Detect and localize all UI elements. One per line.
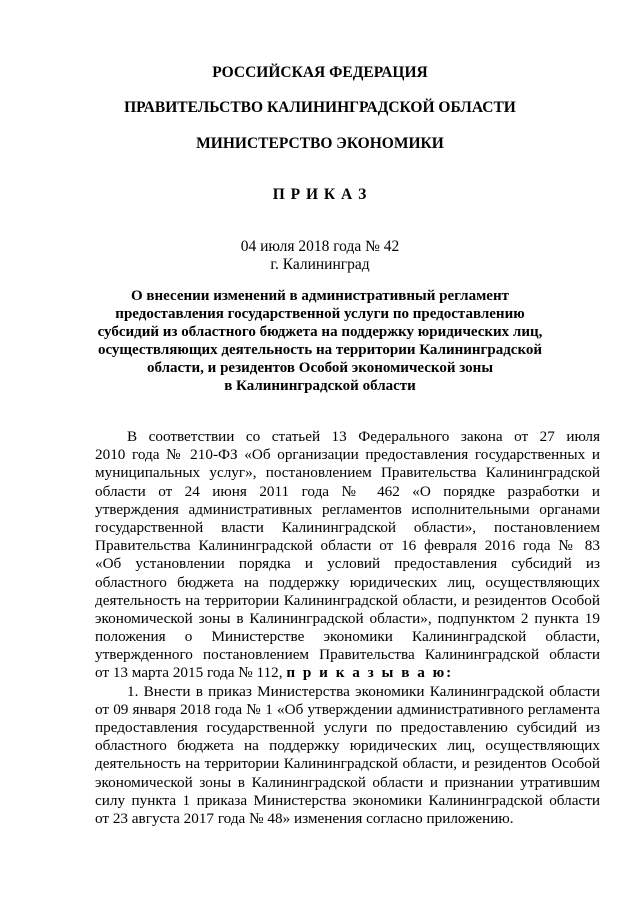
item1-line: силу пункта 1 приказа Министерства экономики Калининградской области	[95, 791, 600, 809]
item1-line: областного бюджета на поддержку юридических лиц, осуществляющих	[95, 737, 600, 755]
item1-line: экономической зоны в Калининградской области и признании утратившим	[95, 773, 600, 791]
body-line: В соответствии со статьей 13 Федерального закона от 27 июля	[127, 428, 600, 445]
item1-line: от 09 января 2018 года № 1 «Об утверждении административного регламента	[95, 700, 600, 718]
body-line: Правительства Калининградской области от 16 февраля 2016 года № 83	[95, 537, 600, 555]
body-line: области от 24 июня 2011 года № 462 «О порядке разработки и	[95, 482, 600, 500]
body-line: областного бюджета на поддержку юридических лиц, осуществляющих	[95, 573, 600, 591]
city: г. Калининград	[270, 256, 370, 273]
item1-line: предоставления государственной услуги по предоставлению субсидий из	[95, 719, 600, 736]
document-body	[95, 428, 600, 828]
title-line: О внесении изменений в административный регламент	[131, 288, 509, 304]
title-line: предоставления государственной услуги по предоставлению	[115, 306, 525, 323]
body-line-order	[95, 664, 600, 682]
item1-line: 1. Внести в приказ Министерства экономики Калининградской области	[127, 682, 600, 700]
title-line: субсидий из областного бюджета на поддержку юридических лиц,	[97, 324, 543, 341]
title-line: осуществляющих деятельность на территории Калининградской	[97, 342, 543, 359]
body-line: деятельность на территории Калининградской области, и резидентов Особой	[95, 591, 600, 609]
doc-type: П Р И К А З	[272, 186, 368, 203]
header-government: ПРАВИТЕЛЬСТВО КАЛИНИНГРАДСКОЙ ОБЛАСТИ	[124, 99, 516, 116]
title-line: в Калининградской области	[224, 378, 416, 395]
body-line: утверждения административных регламентов исполнительными органами	[95, 500, 600, 518]
body-line: «Об установлении порядка и условий предоставления субсидий из	[95, 555, 600, 573]
header-ministry: МИНИСТЕРСТВО ЭКОНОМИКИ	[196, 135, 444, 152]
body-line: 2010 года № 210-ФЗ «Об организации предоставления государственных и	[95, 446, 600, 464]
body-line: экономической зоны в Калининградской области», подпунктом 2 пункта 19	[95, 609, 600, 627]
body-line: утвержденного постановлением Правительства Калининградской области	[95, 646, 600, 664]
body-line: государственной власти Калининградской области», постановлением	[95, 518, 600, 536]
title-line: области, и резидентов Особой экономической зоны	[146, 360, 494, 377]
header-country: РОССИЙСКАЯ ФЕДЕРАЦИЯ	[212, 64, 428, 81]
date-number: 04 июля 2018 года № 42	[240, 238, 400, 255]
body-line: муниципальных услуг», постановлением Правительства Калининградской	[95, 464, 600, 482]
item1-line: деятельность на территории Калининградской области, и резидентов Особой	[95, 755, 600, 773]
order-word: п р и к а з ы в а ю:	[286, 664, 454, 682]
body-last-prefix: от 13 марта 2015 года № 112,	[95, 664, 287, 682]
item1-line: от 23 августа 2017 года № 48» изменения согласно приложению.	[95, 809, 514, 827]
document-title	[80, 287, 560, 396]
body-line: положения о Министерстве экономики Калининградской области,	[95, 628, 600, 646]
